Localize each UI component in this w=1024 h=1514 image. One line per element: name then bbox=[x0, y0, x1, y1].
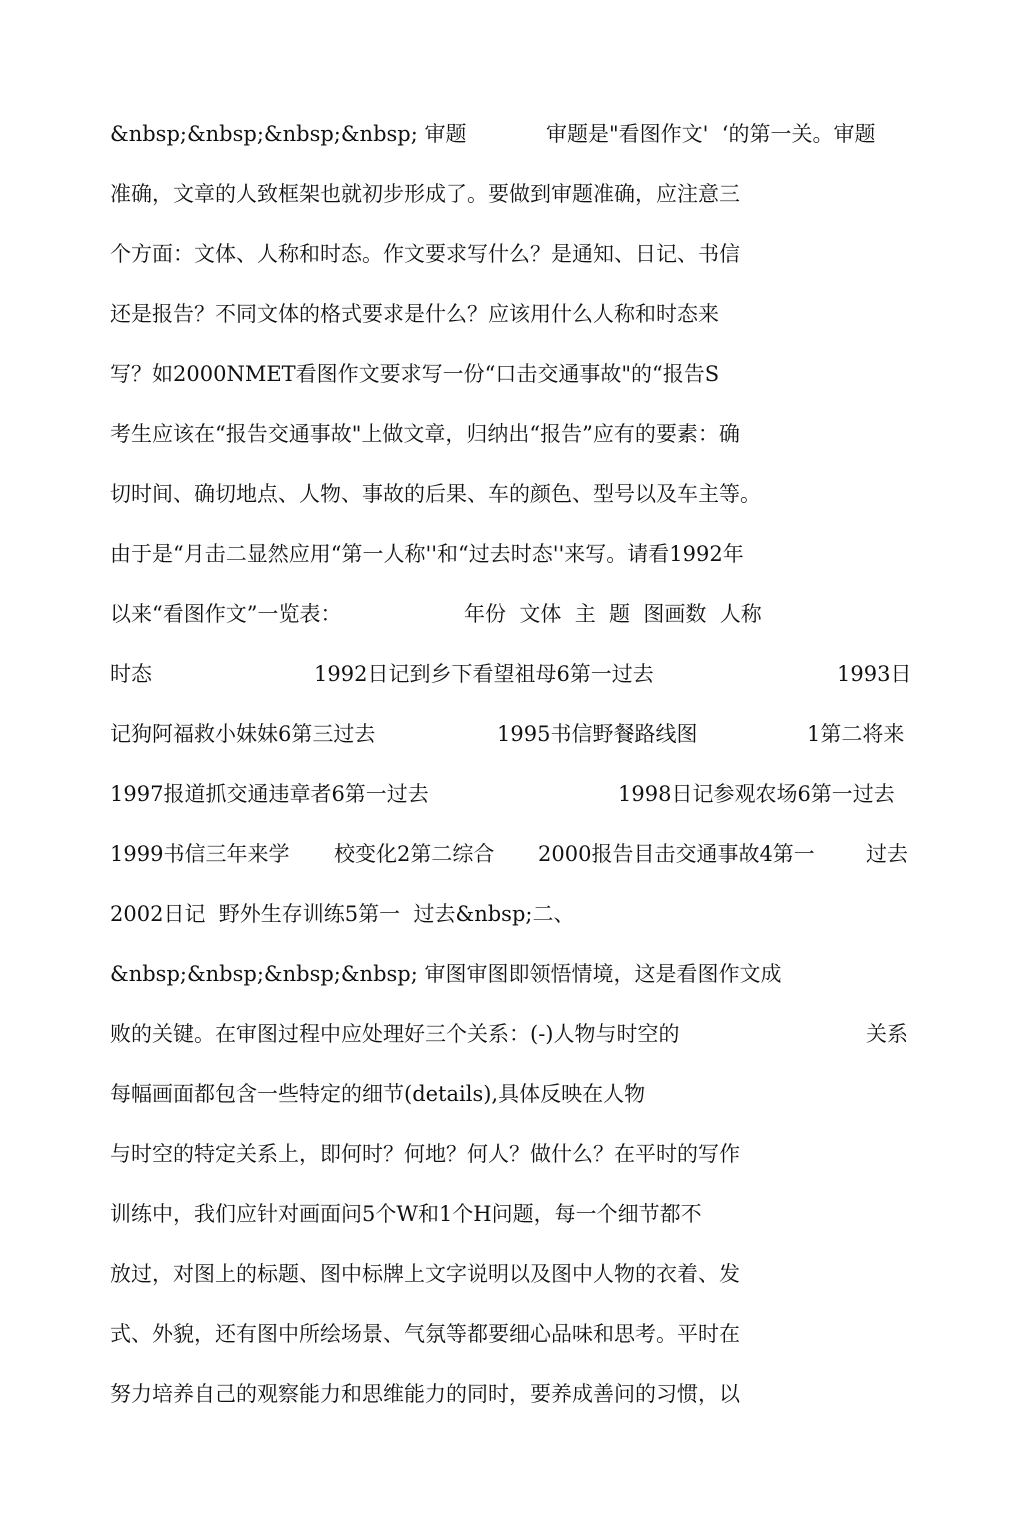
line-17-segment-1: 每幅画面都包含一些特定的细节(details),具体反映在人物 bbox=[110, 1082, 646, 1106]
line-12-segment-2: 1998日记参观农场6第一过去 bbox=[618, 782, 895, 806]
line-18-segment-1: 与时空的特定关系上，即何时？何地？何人？做什么？在平时的写作 bbox=[110, 1142, 740, 1166]
line-9-segment-2: 年份 文体 主 题 图画数 人称 bbox=[464, 602, 762, 626]
text-line-8 bbox=[110, 536, 916, 572]
line-1-segment-1: &nbsp;&nbsp;&nbsp;&nbsp; 审题 bbox=[110, 122, 467, 146]
line-13-segment-4: 过去 bbox=[866, 842, 908, 866]
text-line-21 bbox=[110, 1316, 916, 1352]
text-line-18 bbox=[110, 1136, 916, 1172]
line-20-segment-1: 放过，对图上的标题、图中标牌上文字说明以及图中人物的衣着、发 bbox=[110, 1262, 740, 1286]
line-15-segment-1: &nbsp;&nbsp;&nbsp;&nbsp; 审图审图即领悟情境，这是看图作文成 bbox=[110, 962, 782, 986]
line-11-segment-1: 记狗阿福救小妹妹6第三过去 bbox=[110, 722, 376, 746]
line-16-segment-2: 关系 bbox=[866, 1022, 908, 1046]
line-14-segment-1: 2002日记 野外生存训练5第一 过去&nbsp;二、 bbox=[110, 902, 575, 926]
line-12-segment-1: 1997报道抓交通违章者6第一过去 bbox=[110, 782, 429, 806]
text-line-15 bbox=[110, 956, 916, 992]
text-line-17 bbox=[110, 1076, 916, 1112]
line-11-segment-3: 1第二将来 bbox=[807, 722, 905, 746]
text-line-6 bbox=[110, 416, 916, 452]
text-line-12 bbox=[110, 776, 916, 812]
line-4-segment-1: 还是报告？不同文体的格式要求是什么？应该用什么人称和时态来 bbox=[110, 302, 719, 326]
text-line-2 bbox=[110, 176, 916, 212]
line-13-segment-1: 1999书信三年来学 bbox=[110, 842, 290, 866]
text-line-9 bbox=[110, 596, 916, 632]
text-line-13 bbox=[110, 836, 916, 872]
text-line-11 bbox=[110, 716, 916, 752]
line-13-segment-2: 校变化2第二综合 bbox=[334, 842, 495, 866]
line-5-segment-1: 写？如2000NMET看图作文要求写一份“口击交通事故"的“报告S bbox=[110, 362, 720, 386]
text-line-14 bbox=[110, 896, 916, 932]
line-2-segment-1: 准确，文章的人致框架也就初步形成了。要做到审题准确，应注意三 bbox=[110, 182, 740, 206]
line-9-segment-1: 以来“看图作文”一览表： bbox=[110, 602, 342, 626]
line-8-segment-1: 由于是“月击二显然应用“第一人称''和“过去时态''来写。请看1992年 bbox=[110, 542, 744, 566]
line-7-segment-1: 切时间、确切地点、人物、事故的后果、车的颜色、型号以及车主等。 bbox=[110, 482, 761, 506]
line-13-segment-3: 2000报告目击交通事故4第一 bbox=[538, 842, 815, 866]
text-line-4 bbox=[110, 296, 916, 332]
line-10-segment-3: 1993日 bbox=[837, 662, 912, 686]
text-line-22 bbox=[110, 1376, 916, 1412]
text-line-10 bbox=[110, 656, 916, 692]
line-1-segment-2: 审题是"看图作文' ‘的第一关。审题 bbox=[546, 122, 876, 146]
line-10-segment-2: 1992日记到乡下看望祖母6第一过去 bbox=[314, 662, 654, 686]
text-line-1 bbox=[110, 116, 916, 152]
line-11-segment-2: 1995书信野餐路线图 bbox=[497, 722, 698, 746]
text-line-5 bbox=[110, 356, 916, 392]
line-10-segment-1: 时态 bbox=[110, 662, 152, 686]
text-line-3 bbox=[110, 236, 916, 272]
line-19-segment-1: 训练中，我们应针对画面问5个W和1个H问题，每一个细节都不 bbox=[110, 1202, 702, 1226]
line-6-segment-1: 考生应该在“报告交通事故"上做文章，归纳出“报告”应有的要素：确 bbox=[110, 422, 740, 446]
line-21-segment-1: 式、外貌，还有图中所绘场景、气氛等都要细心品味和思考。平时在 bbox=[110, 1322, 740, 1346]
line-3-segment-1: 个方面：文体、人称和时态。作文要求写什么？是通知、日记、书信 bbox=[110, 242, 740, 266]
line-22-segment-1: 努力培养自己的观察能力和思维能力的同时，要养成善问的习惯，以 bbox=[110, 1382, 740, 1406]
text-line-20 bbox=[110, 1256, 916, 1292]
text-line-16 bbox=[110, 1016, 916, 1052]
text-line-19 bbox=[110, 1196, 916, 1232]
text-line-7 bbox=[110, 476, 916, 512]
line-16-segment-1: 败的关键。在审图过程中应处理好三个关系：(-)人物与时空的 bbox=[110, 1022, 680, 1046]
